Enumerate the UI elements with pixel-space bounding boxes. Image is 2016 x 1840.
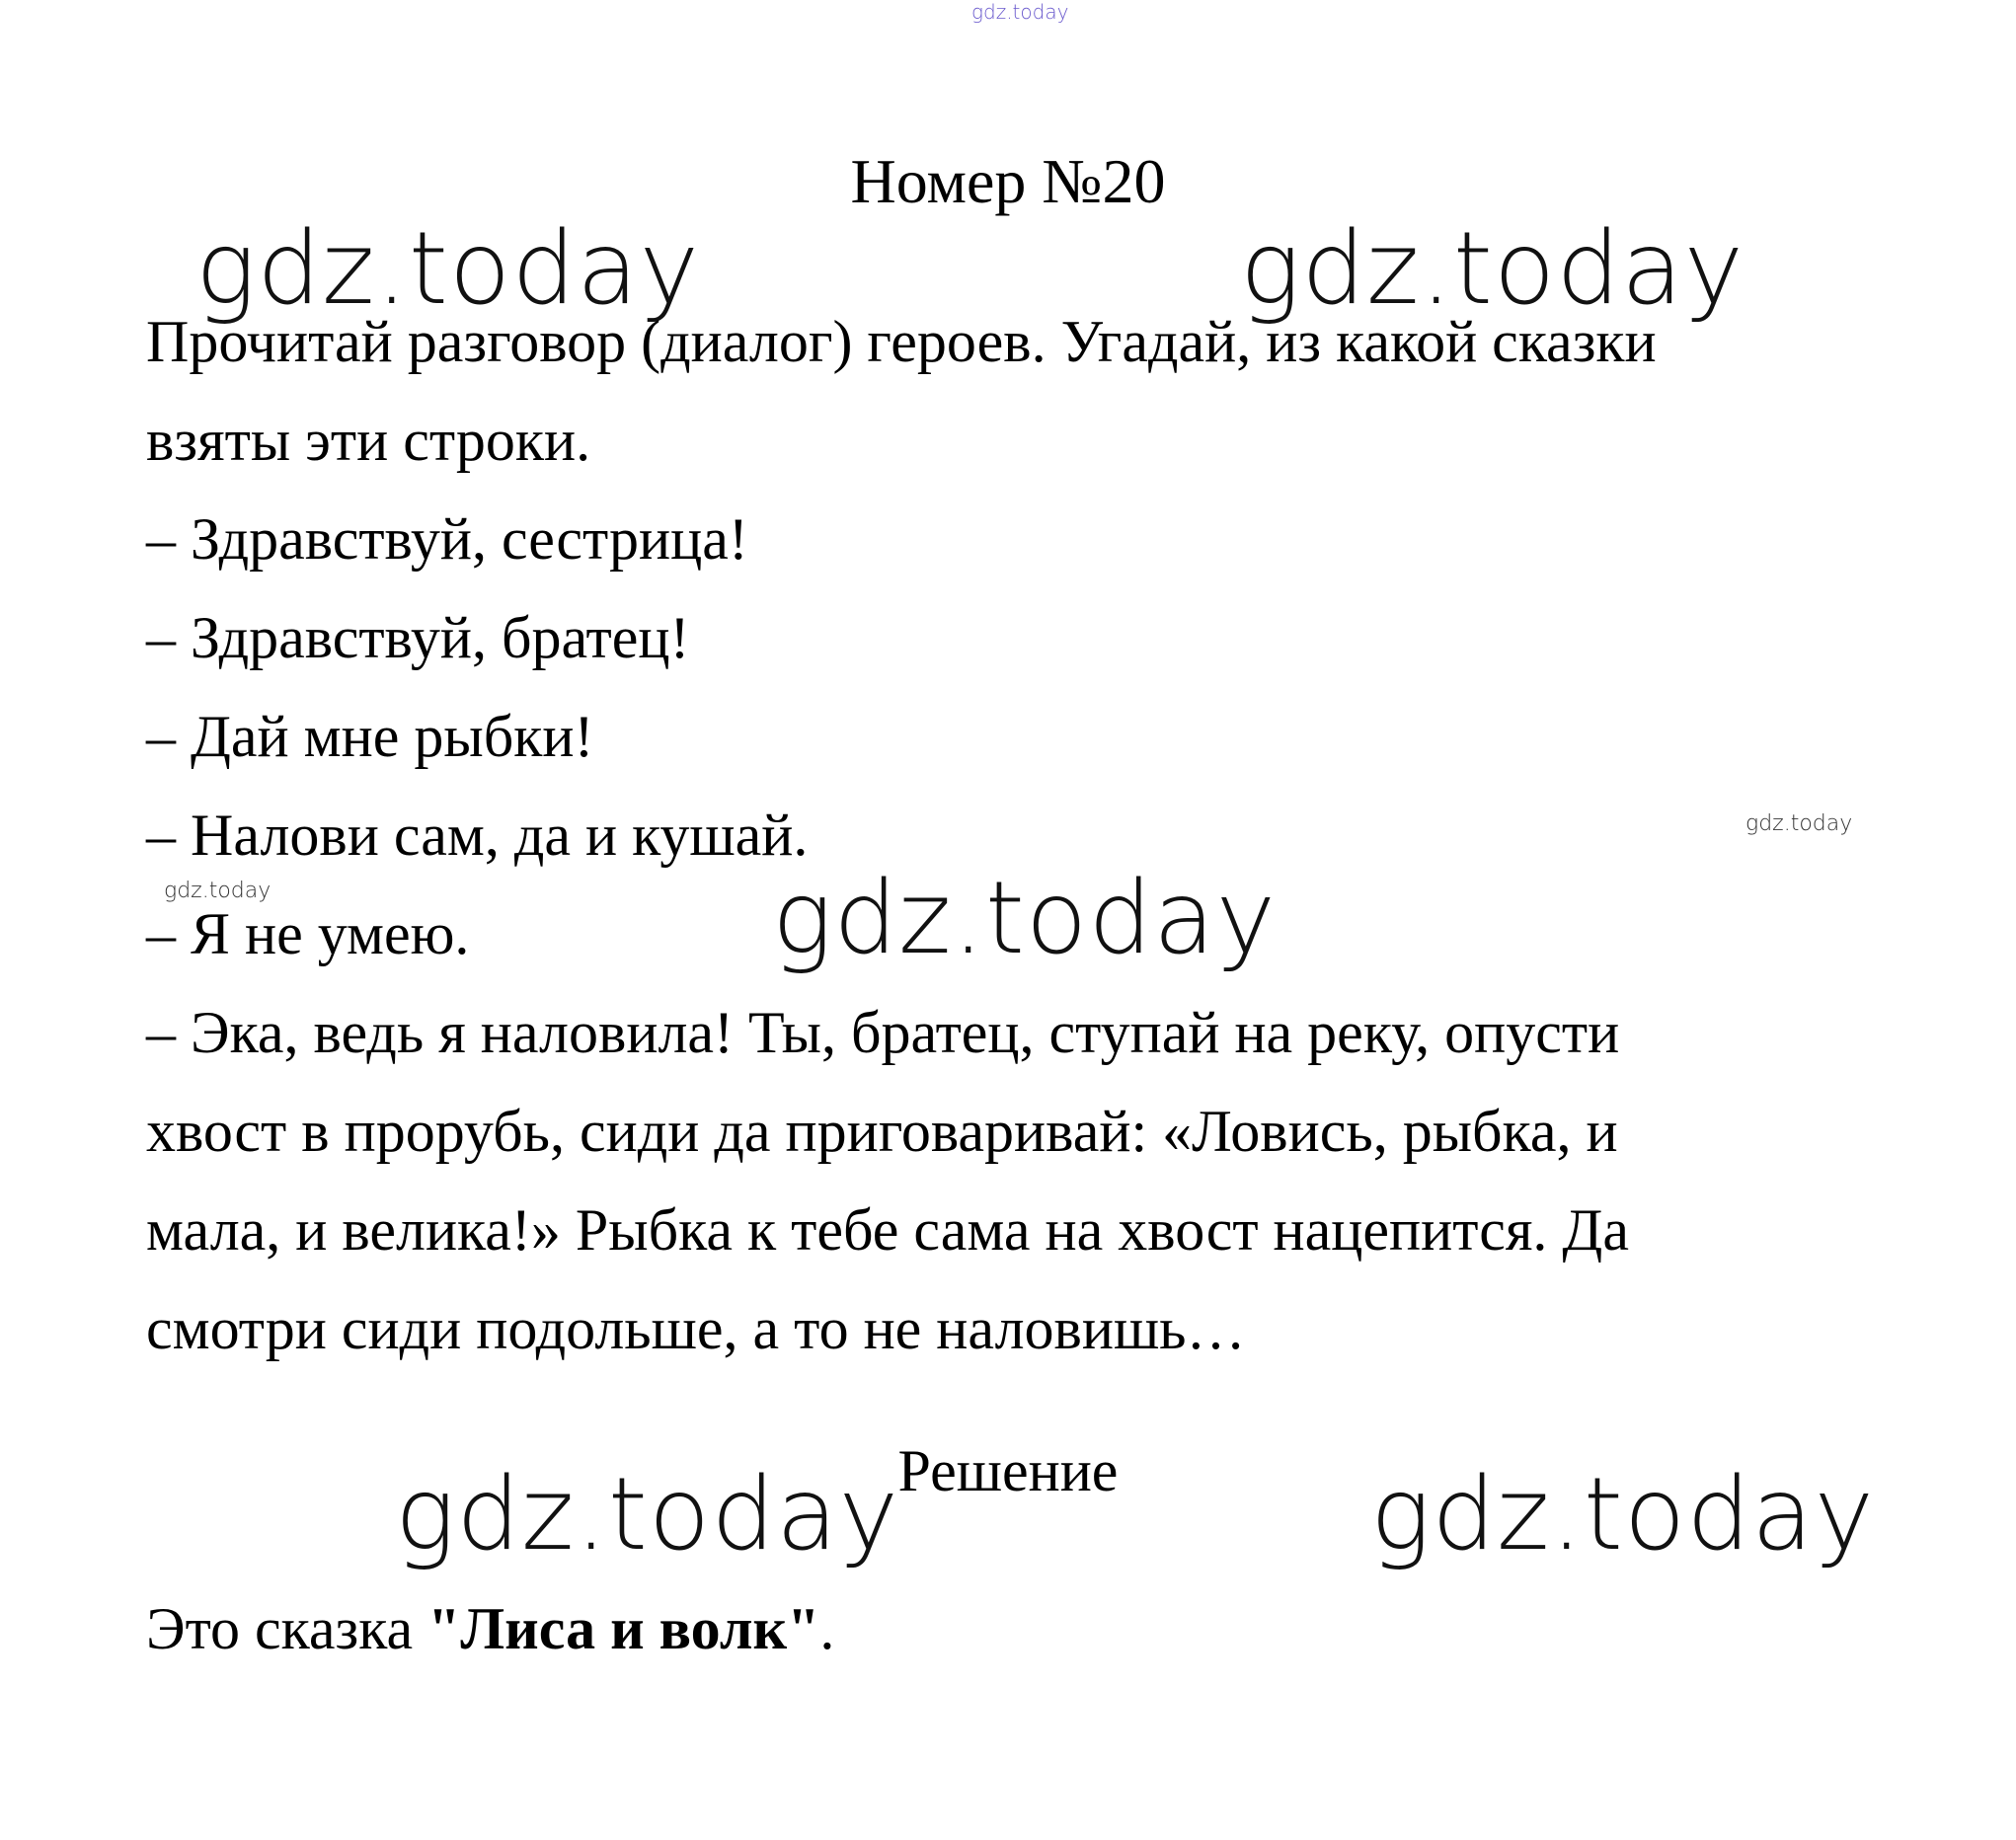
dialogue-line: – Здравствуй, сестрица! [146,506,748,572]
watermark-large: gdz.today [772,860,1277,977]
page-title: Номер №20 [850,146,1166,216]
task-line: взяты эти строки. [146,408,591,473]
watermark-top: gdz.today [971,0,1069,24]
task-line: Прочитай разговор (диалог) героев. Угадай, из какой сказки [146,309,1657,374]
watermark-large: gdz.today [1240,210,1745,328]
watermark-large: gdz.today [395,1456,899,1573]
dialogue-line: хвост в прорубь, сиди да приговаривай: «Ловись, рыбка, и [146,1099,1618,1164]
watermark-small: gdz.today [164,879,271,903]
dialogue-line: – Здравствуй, братец! [146,605,690,670]
task-text [146,292,1903,1378]
watermark-small: gdz.today [1745,811,1853,836]
watermark-large: gdz.today [1370,1456,1875,1573]
dialogue-line: – Эка, ведь я наловила! Ты, братец, ступай на реку, опусти [146,1000,1620,1065]
solution-heading: Решение [897,1438,1119,1503]
dialogue-line: мала, и велика!» Рыбка к тебе сама на хвост нацепится. Да [146,1197,1629,1263]
watermark-large: gdz.today [195,210,700,328]
dialogue-line: – Я не умею. [146,901,470,966]
answer-suffix: . [819,1596,835,1661]
answer-fairy-tale-title: "Лиса и волк" [427,1596,820,1661]
dialogue-line: – Налови сам, да и кушай. [146,803,809,868]
dialogue-line: смотри сиди подольше, а то не наловишь… [146,1296,1246,1361]
answer-text [146,1596,835,1661]
answer-prefix: Это сказка [146,1596,428,1661]
dialogue-line: – Дай мне рыбки! [146,704,594,769]
